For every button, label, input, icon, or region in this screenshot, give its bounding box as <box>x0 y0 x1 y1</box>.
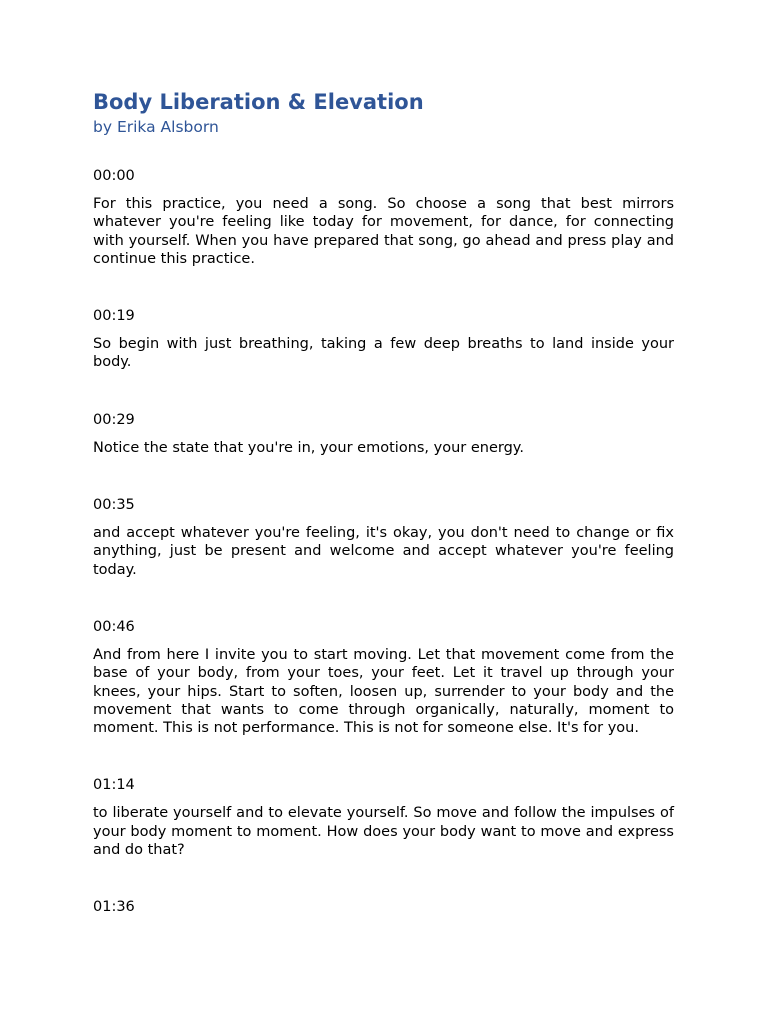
segment-timestamp: 00:46 <box>93 618 135 635</box>
transcript-segment <box>93 775 674 859</box>
transcript <box>93 166 674 917</box>
transcript-segment <box>93 410 674 457</box>
transcript-segment <box>93 306 674 372</box>
segment-text: to liberate yourself and to elevate yourself. So move and follow the impulses of your body moment to moment. How does your body want to move and express and do that? <box>93 805 674 859</box>
segment-timestamp: 00:35 <box>93 497 135 514</box>
transcript-segment <box>93 495 674 579</box>
segment-timestamp: 01:36 <box>93 899 135 916</box>
transcript-segment <box>93 897 674 917</box>
segment-text: and accept whatever you're feeling, it's okay, you don't need to change or fix anything, just be present and welcome and accept whatever you're feeling today. <box>93 525 674 578</box>
segment-timestamp: 00:00 <box>93 168 135 184</box>
transcript-segment <box>93 617 674 737</box>
segment-text: So begin with just breathing, taking a few deep breaths to land inside your body. <box>93 336 674 371</box>
segment-timestamp: 00:19 <box>93 308 135 325</box>
document-title: Body Liberation & Elevation <box>93 90 424 114</box>
segment-text: And from here I invite you to start moving. Let that movement come from the base of your body, from your toes, your feet. Let it travel up through your knees, your hips. Start to soften, loosen up, surrender to your body and the movement that wants to come through organically, naturally, moment to moment. This is not performance. This is not for someone else. It's for you. <box>93 646 674 737</box>
segment-text: Notice the state that you're in, your emotions, your energy. <box>93 439 524 456</box>
transcript-segment <box>93 166 674 268</box>
segment-timestamp: 00:29 <box>93 411 135 428</box>
segment-timestamp: 01:14 <box>93 777 135 794</box>
segment-text: For this practice, you need a song. So choose a song that best mirrors whatever you're feeling like today for movement, for dance, for connecting with yourself. When you have prepared that song, go ahead and press play and continue this practice. <box>93 196 674 267</box>
document-byline: by Erika Alsborn <box>93 118 219 136</box>
document-page <box>93 88 674 955</box>
